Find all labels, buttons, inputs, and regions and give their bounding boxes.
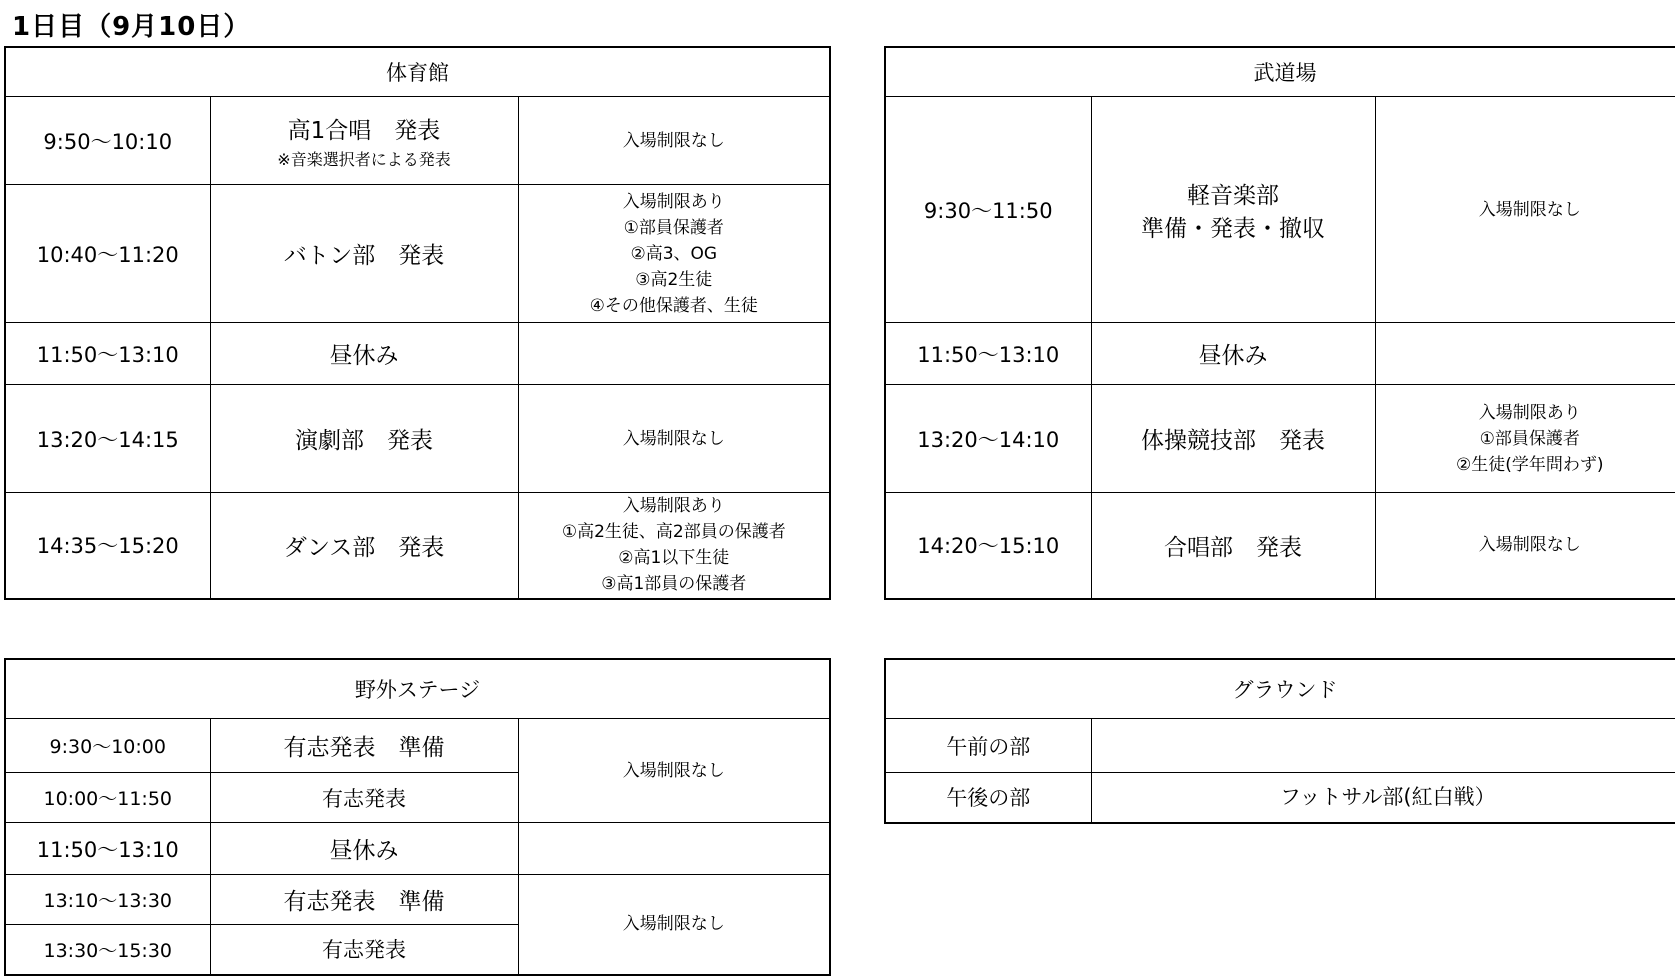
event-cell: 有志発表 [210,925,518,975]
note-cell [518,323,830,385]
session-value [1091,719,1675,773]
time-cell: 11:50〜13:10 [885,323,1091,385]
table-row [885,719,1675,773]
time-cell: 11:50〜13:10 [5,823,210,875]
note-cell [1375,323,1675,385]
page-title: 1日目（9月10日） [12,12,251,42]
outdoor-stage-schedule-table [4,658,831,976]
venue-header: 体育館 [5,47,830,97]
note-cell: 入場制限なし [518,385,830,493]
time-cell: 9:50〜10:10 [5,97,210,185]
note-cell: 入場制限あり ①部員保護者 ②高3、OG ③高2生徒 ④その他保護者、生徒 [518,185,830,323]
time-cell: 10:40〜11:20 [5,185,210,323]
gym-schedule-table [4,46,831,600]
table-row [5,875,830,925]
table-row [885,97,1675,323]
note-cell: 入場制限なし [518,97,830,185]
ground-schedule-table [884,658,1675,824]
time-cell: 10:00〜11:50 [5,773,210,823]
time-cell: 11:50〜13:10 [5,323,210,385]
note-cell: 入場制限なし [1375,493,1675,599]
table-row [885,493,1675,599]
event-cell: バトン部 発表 [210,185,518,323]
venue-header: 武道場 [885,47,1675,97]
table-row [5,493,830,599]
table-row [5,323,830,385]
time-cell: 13:20〜14:10 [885,385,1091,493]
time-cell: 13:20〜14:15 [5,385,210,493]
note-cell: 入場制限なし [518,875,830,975]
event-cell: 演劇部 発表 [210,385,518,493]
venue-header: 野外ステージ [5,659,830,719]
table-row [5,185,830,323]
table-row [5,97,830,185]
table-row [5,719,830,773]
table-row [885,385,1675,493]
time-cell: 14:20〜15:10 [885,493,1091,599]
event-cell: 有志発表 準備 [210,875,518,925]
venue-header: グラウンド [885,659,1675,719]
time-cell: 13:10〜13:30 [5,875,210,925]
event-cell: 軽音楽部 準備・発表・撤収 [1091,97,1375,323]
event-cell: 昼休み [1091,323,1375,385]
session-label: 午後の部 [885,773,1091,823]
table-row [885,773,1675,823]
event-cell: 有志発表 準備 [210,719,518,773]
event-cell: 高1合唱 発表 ※音楽選択者による発表 [210,97,518,185]
event-cell: 昼休み [210,323,518,385]
event-cell: 有志発表 [210,773,518,823]
session-label: 午前の部 [885,719,1091,773]
note-cell: 入場制限あり ①高2生徒、高2部員の保護者 ②高1以下生徒 ③高1部員の保護者 [518,493,830,599]
time-cell: 14:35〜15:20 [5,493,210,599]
event-cell: ダンス部 発表 [210,493,518,599]
table-row [5,823,830,875]
note-cell: 入場制限あり ①部員保護者 ②生徒(学年問わず) [1375,385,1675,493]
time-cell: 9:30〜11:50 [885,97,1091,323]
session-value: フットサル部(紅白戦） [1091,773,1675,823]
time-cell: 9:30〜10:00 [5,719,210,773]
event-cell: 体操競技部 発表 [1091,385,1375,493]
note-cell: 入場制限なし [1375,97,1675,323]
time-cell: 13:30〜15:30 [5,925,210,975]
note-cell [518,823,830,875]
event-cell: 合唱部 発表 [1091,493,1375,599]
budo-schedule-table [884,46,1675,600]
table-row [5,385,830,493]
table-row [885,323,1675,385]
event-cell: 昼休み [210,823,518,875]
note-cell: 入場制限なし [518,719,830,823]
